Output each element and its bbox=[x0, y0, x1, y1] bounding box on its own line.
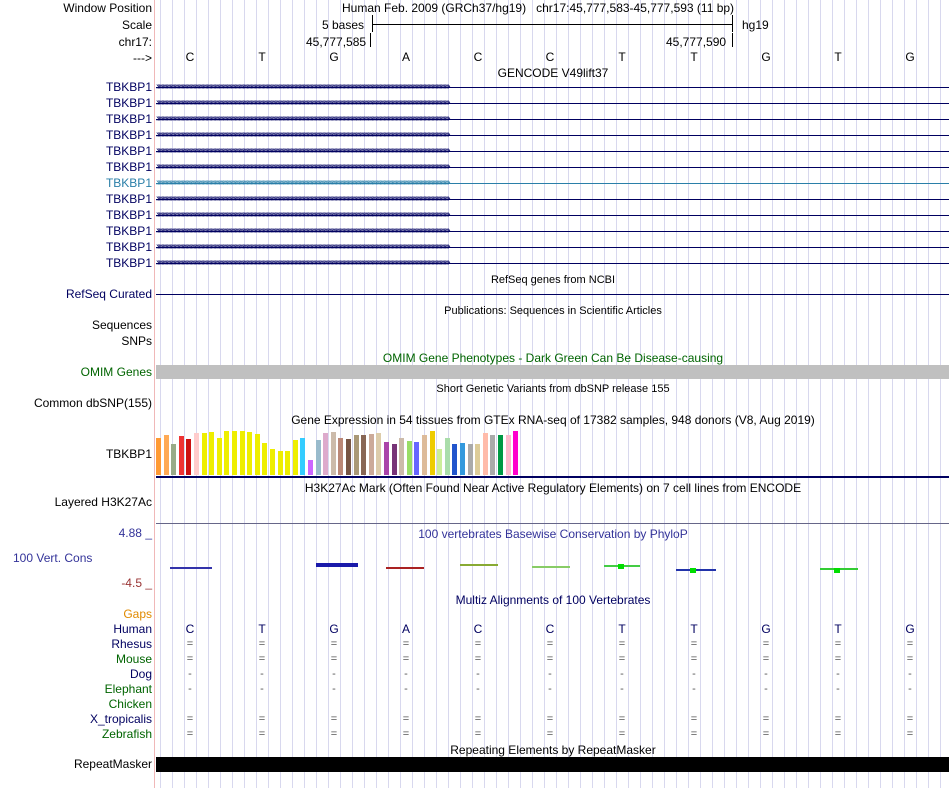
alignment-cell: G bbox=[329, 622, 339, 636]
phylop-score-mark bbox=[676, 569, 716, 571]
alignment-cell: - bbox=[476, 683, 480, 695]
refseq-label[interactable]: RefSeq Curated bbox=[65, 287, 152, 301]
alignment-cell: = bbox=[474, 728, 482, 740]
alignment-cell: = bbox=[186, 728, 194, 740]
gtex-tissue-bar[interactable] bbox=[270, 449, 275, 475]
phylop-score-mark bbox=[316, 563, 358, 567]
gencode-transcript[interactable] bbox=[156, 210, 949, 220]
strand-arrows: ›››››››››››››››››››››››››››››››››››››››››››››››››››››››››››››››››››››››››››››››››››››››››››››››››››››››››››››››››››››››››››››››››››››››››››››››››››››››››››››››››››››››››››››››››››››››››››››››››››››››››››››››››››››››››››› bbox=[156, 194, 449, 204]
gencode-transcript[interactable] bbox=[156, 114, 949, 124]
gencode-transcript[interactable] bbox=[156, 130, 949, 140]
strand-arrows: ›››››››››››››››››››››››››››››››››››››››››››››››››››››››››››››››››››››››››››››››››››››››››››››››››››››››››››››››››››››››››››››››››››››››››››››››››››››››››››››››››››››››››››››››››››››››››››››››››››››››››››››››››››››››››››› bbox=[156, 82, 449, 92]
gencode-transcript[interactable] bbox=[156, 98, 949, 108]
alignment-cell: = bbox=[906, 713, 914, 725]
alignment-cell: - bbox=[692, 683, 696, 695]
multiz-species-label[interactable]: Chicken bbox=[108, 697, 152, 711]
repeatmasker-feature[interactable] bbox=[156, 757, 949, 772]
alignment-cell: = bbox=[618, 713, 626, 725]
coord-tick-right bbox=[732, 33, 733, 47]
scale-db: hg19 bbox=[742, 18, 769, 32]
gencode-gene-label[interactable]: TBKBP1 bbox=[105, 224, 152, 238]
gtex-gene-line bbox=[156, 476, 949, 478]
cons-title[interactable]: 100 vertebrates Basewise Conservation by PhyloP bbox=[418, 527, 688, 541]
chrom-label: chr17: bbox=[118, 35, 152, 49]
dna-base[interactable]: A bbox=[401, 50, 410, 64]
gtex-tissue-bar[interactable] bbox=[156, 438, 161, 475]
alignment-cell: - bbox=[836, 668, 840, 680]
alignment-cell: = bbox=[618, 653, 626, 665]
gtex-tissue-bar[interactable] bbox=[513, 431, 518, 475]
gtex-tissue-bar[interactable] bbox=[331, 432, 336, 475]
dna-base[interactable]: C bbox=[185, 50, 195, 64]
dna-base[interactable]: C bbox=[545, 50, 555, 64]
alignment-cell: - bbox=[764, 683, 768, 695]
strand-arrows: ›››››››››››››››››››››››››››››››››››››››››››››››››››››››››››››››››››››››››››››››››››››››››››››››››››››››››››››››››››››››››››››››››››››››››››››››››››››››››››››››››››››››››››››››››››››››››››››››››››››››››››››››››››››››››››› bbox=[156, 146, 449, 156]
dbsnp-title[interactable]: Short Genetic Variants from dbSNP release 155 bbox=[436, 383, 670, 395]
alignment-cell: = bbox=[330, 638, 338, 650]
gtex-tissue-bar[interactable] bbox=[460, 443, 465, 475]
gtex-tissue-bar[interactable] bbox=[293, 440, 298, 475]
gtex-tissue-bar[interactable] bbox=[247, 432, 252, 475]
gencode-gene-label[interactable]: TBKBP1 bbox=[105, 96, 152, 110]
gencode-transcript[interactable] bbox=[156, 162, 949, 172]
gencode-transcript[interactable] bbox=[156, 82, 949, 92]
dna-base[interactable]: T bbox=[618, 50, 626, 64]
alignment-cell: - bbox=[260, 668, 264, 680]
alignment-cell: = bbox=[834, 728, 842, 740]
alignment-cell: = bbox=[474, 713, 482, 725]
strand-arrows: ›››››››››››››››››››››››››››››››››››››››››››››››››››››››››››››››››››››››››››››››››››››››››››››››››››››››››››››››››››››››››››››››››››››››››››››››››››››››››››››››››››››››››››››››››››››››››››››››››››››››››››››››››››››››››››› bbox=[156, 114, 449, 124]
gtex-tissue-bar[interactable] bbox=[308, 460, 313, 475]
alignment-cell: = bbox=[690, 638, 698, 650]
gencode-gene-label[interactable]: TBKBP1 bbox=[105, 128, 152, 142]
track-label-divider bbox=[154, 0, 155, 788]
gtex-tissue-bar[interactable] bbox=[490, 435, 495, 475]
alignment-cell: = bbox=[618, 638, 626, 650]
alignment-cell: - bbox=[188, 683, 192, 695]
assembly-text: Human Feb. 2009 (GRCh37/hg19) bbox=[342, 1, 527, 15]
gencode-gene-label[interactable]: TBKBP1 bbox=[105, 240, 152, 254]
alignment-cell: - bbox=[908, 683, 912, 695]
refseq-gene-line[interactable] bbox=[156, 294, 949, 295]
gtex-tissue-bar[interactable] bbox=[475, 444, 480, 475]
alignment-cell: = bbox=[546, 653, 554, 665]
coord-left: 45,777,585 bbox=[306, 35, 367, 49]
gtex-tissue-bar[interactable] bbox=[285, 451, 290, 475]
publications-title[interactable]: Publications: Sequences in Scientific Articles bbox=[444, 305, 662, 317]
strand-arrows: ›››››››››››››››››››››››››››››››››››››››››››››››››››››››››››››››››››››››››››››››››››››››››››››››››››››››››››››››››››››››››››››››››››››››››››››››››››››››››››››››››››››››››››››››››››››››››››››››››››››››››››››››››››››››››››› bbox=[156, 210, 449, 220]
gtex-tissue-bar[interactable] bbox=[300, 438, 305, 475]
multiz-species-label[interactable]: Human bbox=[113, 622, 152, 636]
h3k27ac-label[interactable]: Layered H3K27Ac bbox=[54, 495, 152, 509]
coord-right: 45,777,590 bbox=[666, 35, 727, 49]
scale-bar bbox=[372, 24, 732, 25]
alignment-cell: - bbox=[332, 668, 336, 680]
phylop-score-mark bbox=[386, 567, 424, 569]
scale-bases: 5 bases bbox=[322, 18, 365, 32]
gencode-gene-label[interactable]: TBKBP1 bbox=[105, 144, 152, 158]
gencode-title[interactable]: GENCODE V49lift37 bbox=[497, 66, 609, 80]
gtex-tissue-bar[interactable] bbox=[209, 432, 214, 475]
gtex-tissue-bar[interactable] bbox=[430, 431, 435, 475]
dna-base[interactable]: G bbox=[329, 50, 339, 64]
gencode-gene-label[interactable]: TBKBP1 bbox=[105, 208, 152, 222]
phylop-peak bbox=[690, 568, 696, 573]
h3k27ac-title[interactable]: H3K27Ac Mark (Often Found Near Active Regulatory Elements) on 7 cell lines from ENCODE bbox=[304, 481, 802, 495]
gtex-tissue-bar[interactable] bbox=[278, 451, 283, 475]
alignment-cell: T bbox=[690, 622, 698, 636]
publications-sequences-label[interactable]: Sequences bbox=[91, 318, 152, 332]
gtex-tissue-bar[interactable] bbox=[437, 449, 442, 475]
gencode-gene-label[interactable]: TBKBP1 bbox=[105, 112, 152, 126]
refseq-title[interactable]: RefSeq genes from NCBI bbox=[490, 274, 616, 286]
cons-label[interactable]: 100 Vert. Cons bbox=[13, 551, 93, 565]
gtex-tissue-bar[interactable] bbox=[445, 438, 450, 475]
alignment-cell: = bbox=[186, 653, 194, 665]
gtex-tissue-bar[interactable] bbox=[498, 435, 503, 475]
alignment-cell: - bbox=[476, 668, 480, 680]
alignment-cell: = bbox=[402, 653, 410, 665]
gtex-tissue-bar[interactable] bbox=[506, 435, 511, 475]
alignment-cell: = bbox=[258, 653, 266, 665]
alignment-cell: - bbox=[188, 668, 192, 680]
phylop-peak bbox=[834, 568, 840, 573]
alignment-cell: = bbox=[834, 638, 842, 650]
alignment-cell: = bbox=[258, 638, 266, 650]
gtex-tissue-bar[interactable] bbox=[217, 438, 222, 475]
alignment-cell: = bbox=[474, 653, 482, 665]
strand-label: ---> bbox=[133, 51, 152, 65]
gtex-tissue-bar[interactable] bbox=[255, 434, 260, 475]
alignment-cell: = bbox=[762, 638, 770, 650]
alignment-cell: G bbox=[905, 622, 915, 636]
gtex-tissue-bar[interactable] bbox=[361, 435, 366, 475]
multiz-title[interactable]: Multiz Alignments of 100 Vertebrates bbox=[455, 593, 651, 607]
gtex-tissue-bar[interactable] bbox=[346, 439, 351, 475]
publications-snps-label[interactable]: SNPs bbox=[121, 334, 152, 348]
gtex-tissue-bar[interactable] bbox=[452, 444, 457, 475]
alignment-cell: T bbox=[834, 622, 842, 636]
gencode-transcript[interactable] bbox=[156, 258, 949, 268]
alignment-cell: = bbox=[330, 713, 338, 725]
alignment-cell: = bbox=[186, 713, 194, 725]
gtex-tissue-bar[interactable] bbox=[483, 433, 488, 475]
alignment-cell: = bbox=[330, 653, 338, 665]
multiz-species-label[interactable]: Mouse bbox=[115, 652, 152, 666]
gencode-transcript[interactable] bbox=[156, 242, 949, 252]
alignment-cell: C bbox=[185, 622, 195, 636]
alignment-cell: C bbox=[545, 622, 555, 636]
strand-arrows: ›››››››››››››››››››››››››››››››››››››››››››››››››››››››››››››››››››››››››››››››››››››››››››››››››››››››››››››››››››››››››››››››››››››››››››››››››››››››››››››››››››››››››››››››››››››››››››››››››››››››››››››››››››››››››››› bbox=[156, 178, 449, 188]
strand-arrows: ›››››››››››››››››››››››››››››››››››››››››››››››››››››››››››››››››››››››››››››››››››››››››››››››››››››››››››››››››››››››››››››››››››››››››››››››››››››››››››››››››››››››››››››››››››››››››››››››››››››››››››››››››››››››››››› bbox=[156, 226, 449, 236]
alignment-cell: = bbox=[762, 728, 770, 740]
phylop-score-mark bbox=[460, 564, 498, 566]
gtex-tissue-bar[interactable] bbox=[354, 435, 359, 475]
alignment-cell: - bbox=[620, 683, 624, 695]
gtex-tissue-bar[interactable] bbox=[240, 431, 245, 475]
position-text: chr17:45,777,583-45,777,593 (11 bp) bbox=[536, 1, 735, 15]
gtex-tissue-bar[interactable] bbox=[316, 440, 321, 475]
gtex-tissue-bar[interactable] bbox=[262, 443, 267, 475]
dna-base[interactable]: T bbox=[834, 50, 842, 64]
alignment-cell: = bbox=[834, 713, 842, 725]
gtex-tissue-bar[interactable] bbox=[323, 433, 328, 475]
gtex-title[interactable]: Gene Expression in 54 tissues from GTEx RNA-seq of 17382 samples, 948 donors (V8, Aug 2019) bbox=[291, 413, 815, 427]
alignment-cell: - bbox=[260, 683, 264, 695]
coord-tick-left bbox=[370, 33, 371, 47]
alignment-cell: = bbox=[402, 638, 410, 650]
gencode-gene-label[interactable]: TBKBP1 bbox=[105, 176, 152, 190]
gtex-tissue-bar[interactable] bbox=[179, 436, 184, 475]
gtex-tissue-bar[interactable] bbox=[202, 433, 207, 475]
alignment-cell: A bbox=[401, 622, 410, 636]
scale-tick-right bbox=[732, 15, 733, 32]
strand-arrows: ›››››››››››››››››››››››››››››››››››››››››››››››››››››››››››››››››››››››››››››››››››››››››››››››››››››››››››››››››››››››››››››››››››››››››››››››››››››››››››››››››››››››››››››››››››››››››››››››››››››››››››››››››››››››››››› bbox=[156, 98, 449, 108]
alignment-cell: = bbox=[546, 728, 554, 740]
alignment-cell: - bbox=[332, 683, 336, 695]
alignment-cell: - bbox=[908, 668, 912, 680]
cons-ymax: 4.88 _ bbox=[118, 526, 152, 540]
h3k27ac-baseline bbox=[156, 523, 949, 524]
gtex-tissue-bar[interactable] bbox=[376, 433, 381, 475]
multiz-species-label[interactable]: Rhesus bbox=[111, 637, 152, 651]
alignment-cell: = bbox=[402, 728, 410, 740]
repeatmasker-title[interactable]: Repeating Elements by RepeatMasker bbox=[450, 743, 656, 757]
alignment-cell: = bbox=[402, 713, 410, 725]
alignment-cell: = bbox=[330, 728, 338, 740]
gtex-label[interactable]: TBKBP1 bbox=[105, 447, 152, 461]
gtex-tissue-bar[interactable] bbox=[369, 434, 374, 475]
dbsnp-label[interactable]: Common dbSNP(155) bbox=[33, 396, 152, 410]
alignment-cell: = bbox=[762, 653, 770, 665]
gencode-transcript[interactable] bbox=[156, 194, 949, 204]
alignment-cell: = bbox=[474, 638, 482, 650]
strand-arrows: ›››››››››››››››››››››››››››››››››››››››››››››››››››››››››››››››››››››››››››››››››››››››››››››››››››››››››››››››››››››››››››››››››››››››››››››››››››››››››››››››››››››››››››››››››››››››››››››››››››››››››››››››››››››››››››› bbox=[156, 258, 449, 268]
repeatmasker-label[interactable]: RepeatMasker bbox=[73, 757, 152, 771]
gtex-tissue-bar[interactable] bbox=[164, 435, 169, 475]
gencode-transcript[interactable] bbox=[156, 146, 949, 156]
strand-arrows: ›››››››››››››››››››››››››››››››››››››››››››››››››››››››››››››››››››››››››››››››››››››››››››››››››››››››››››››››››››››››››››››››››››››››››››››››››››››››››››››››››››››››››››››››››››››››››››››››››››››››››››››››››››››››››››› bbox=[156, 130, 449, 140]
alignment-cell: - bbox=[548, 668, 552, 680]
gtex-tissue-bar[interactable] bbox=[186, 439, 191, 475]
multiz-species-label[interactable]: Dog bbox=[129, 667, 152, 681]
omim-label[interactable]: OMIM Genes bbox=[80, 365, 152, 379]
alignment-cell: = bbox=[906, 638, 914, 650]
phylop-peak bbox=[618, 564, 624, 569]
assembly-title bbox=[342, 1, 734, 15]
omim-title[interactable]: OMIM Gene Phenotypes - Dark Green Can Be Disease-causing bbox=[382, 351, 724, 365]
gaps-label[interactable]: Gaps bbox=[123, 607, 152, 621]
multiz-species-label[interactable]: Zebrafish bbox=[101, 727, 152, 741]
gtex-tissue-bar[interactable] bbox=[399, 438, 404, 475]
alignment-cell: - bbox=[692, 668, 696, 680]
alignment-cell: = bbox=[546, 638, 554, 650]
alignment-cell: - bbox=[836, 683, 840, 695]
dna-base[interactable]: G bbox=[761, 50, 771, 64]
alignment-cell: - bbox=[620, 668, 624, 680]
alignment-cell: T bbox=[258, 622, 266, 636]
alignment-cell: G bbox=[761, 622, 771, 636]
gtex-tissue-bar[interactable] bbox=[414, 442, 419, 475]
gtex-bar-chart[interactable] bbox=[156, 430, 556, 475]
gtex-tissue-bar[interactable] bbox=[232, 431, 237, 475]
cons-ymin: -4.5 _ bbox=[121, 576, 152, 590]
dna-base[interactable]: G bbox=[905, 50, 915, 64]
gencode-gene-label[interactable]: TBKBP1 bbox=[105, 256, 152, 270]
alignment-cell: = bbox=[690, 713, 698, 725]
alignment-cell: = bbox=[690, 728, 698, 740]
gencode-transcript[interactable] bbox=[156, 226, 949, 236]
alignment-cell: = bbox=[690, 653, 698, 665]
scale-label: Scale bbox=[121, 18, 152, 32]
gtex-tissue-bar[interactable] bbox=[468, 444, 473, 475]
alignment-cell: T bbox=[618, 622, 626, 636]
strand-arrows: ›››››››››››››››››››››››››››››››››››››››››››››››››››››››››››››››››››››››››››››››››››››››››››››››››››››››››››››››››››››››››››››››››››››››››››››››››››››››››››››››››››››››››››››››››››››››››››››››››››››››››››››››››››››››››››› bbox=[156, 162, 449, 172]
alignment-cell: - bbox=[764, 668, 768, 680]
gencode-gene-label[interactable]: TBKBP1 bbox=[105, 80, 152, 94]
alignment-cell: = bbox=[186, 638, 194, 650]
gencode-gene-label[interactable]: TBKBP1 bbox=[105, 160, 152, 174]
dna-base[interactable]: T bbox=[258, 50, 266, 64]
gtex-tissue-bar[interactable] bbox=[422, 435, 427, 475]
gtex-tissue-bar[interactable] bbox=[171, 444, 176, 475]
phylop-score-mark bbox=[532, 566, 570, 568]
alignment-cell: = bbox=[618, 728, 626, 740]
alignment-cell: = bbox=[762, 713, 770, 725]
multiz-species-label[interactable]: X_tropicalis bbox=[89, 712, 152, 726]
window-position-label: Window Position bbox=[63, 1, 152, 15]
alignment-cell: - bbox=[404, 668, 408, 680]
alignment-cell: = bbox=[906, 728, 914, 740]
dna-base[interactable]: T bbox=[690, 50, 698, 64]
strand-arrows: ›››››››››››››››››››››››››››››››››››››››››››››››››››››››››››››››››››››››››››››››››››››››››››››››››››››››››››››››››››››››››››››››››››››››››››››››››››››››››››››››››››››››››››››››››››››››››››››››››››››››››››››››››››››››››››› bbox=[156, 242, 449, 252]
alignment-cell: = bbox=[258, 728, 266, 740]
gencode-gene-label[interactable]: TBKBP1 bbox=[105, 192, 152, 206]
gtex-tissue-bar[interactable] bbox=[194, 433, 199, 475]
gtex-tissue-bar[interactable] bbox=[384, 442, 389, 475]
omim-feature[interactable] bbox=[156, 365, 949, 379]
phylop-score-mark bbox=[170, 567, 212, 569]
alignment-cell: = bbox=[906, 653, 914, 665]
alignment-cell: = bbox=[546, 713, 554, 725]
alignment-cell: C bbox=[473, 622, 483, 636]
alignment-cell: = bbox=[258, 713, 266, 725]
gtex-tissue-bar[interactable] bbox=[407, 441, 412, 475]
gtex-tissue-bar[interactable] bbox=[392, 444, 397, 475]
gtex-tissue-bar[interactable] bbox=[338, 438, 343, 475]
alignment-cell: - bbox=[548, 683, 552, 695]
gencode-transcript[interactable] bbox=[156, 178, 949, 188]
dna-base[interactable]: C bbox=[473, 50, 483, 64]
alignment-cell: - bbox=[404, 683, 408, 695]
alignment-cell: = bbox=[834, 653, 842, 665]
multiz-species-label[interactable]: Elephant bbox=[104, 682, 152, 696]
gtex-tissue-bar[interactable] bbox=[224, 431, 229, 475]
